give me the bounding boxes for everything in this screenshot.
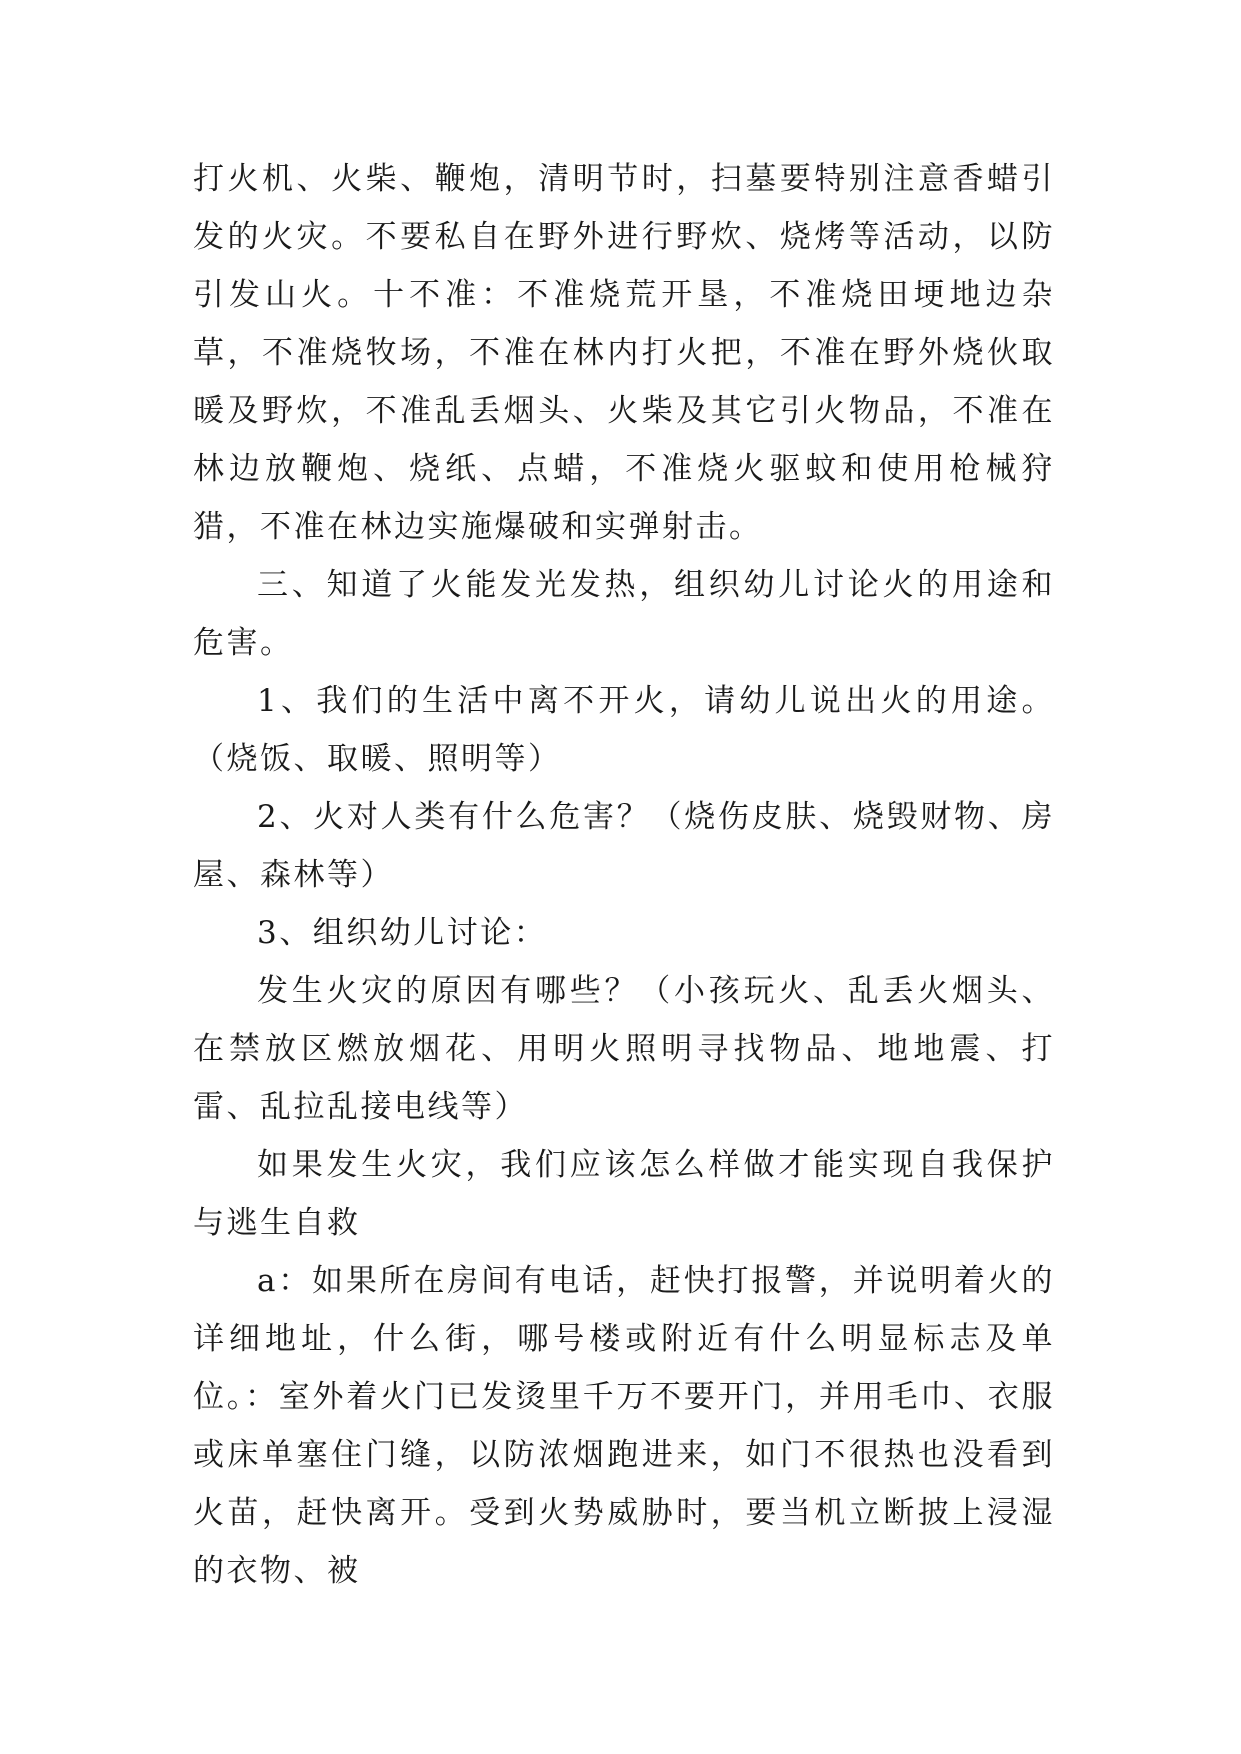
paragraph-item-1: 1、我们的生活中离不开火，请幼儿说出火的用途。（烧饭、取暖、照明等） (193, 683, 1055, 777)
document-body (193, 150, 1055, 1600)
paragraph-fire-rules: 打火机、火柴、鞭炮，清明节时，扫墓要特别注意香蜡引发的火灾。不要私自在野外进行野炊、烧烤等活动，以防引发山火。十不准：不准烧荒开垦，不准烧田埂地边杂草，不准烧牧场，不准在林内打火把，不准在野外烧伙取暖及野炊，不准乱丢烟头、火柴及其它引火物品，不准在林边放鞭炮、烧纸、点蜡，不准烧火驱蚊和使用枪械狩猎，不准在林边实施爆破和实弹射击。 (193, 161, 1055, 545)
paragraph-self-protection: 如果发生火灾，我们应该怎么样做才能实现自我保护与逃生自救 (193, 1147, 1055, 1241)
paragraph-fire-causes: 发生火灾的原因有哪些？（小孩玩火、乱丢火烟头、在禁放区燃放烟花、用明火照明寻找物品、地地震、打雷、乱拉乱接电线等） (193, 973, 1055, 1125)
paragraph-item-3: 3、组织幼儿讨论： (257, 915, 548, 951)
paragraph-item-a: a：如果所在房间有电话，赶快打报警，并说明着火的详细地址，什么街，哪号楼或附近有什么明显标志及单位。：室外着火门已发烫里千万不要开门，并用毛巾、衣服或床单塞住门缝，以防浓烟跑进来，如门不很热也没看到火苗，赶快离开。受到火势威胁时，要当机立断披上浸湿的衣物、被 (193, 1263, 1055, 1589)
paragraph-section-three-heading: 三、知道了火能发光发热，组织幼儿讨论火的用途和危害。 (193, 567, 1055, 661)
paragraph-item-2: 2、火对人类有什么危害？（烧伤皮肤、烧毁财物、房屋、森林等） (193, 799, 1055, 893)
